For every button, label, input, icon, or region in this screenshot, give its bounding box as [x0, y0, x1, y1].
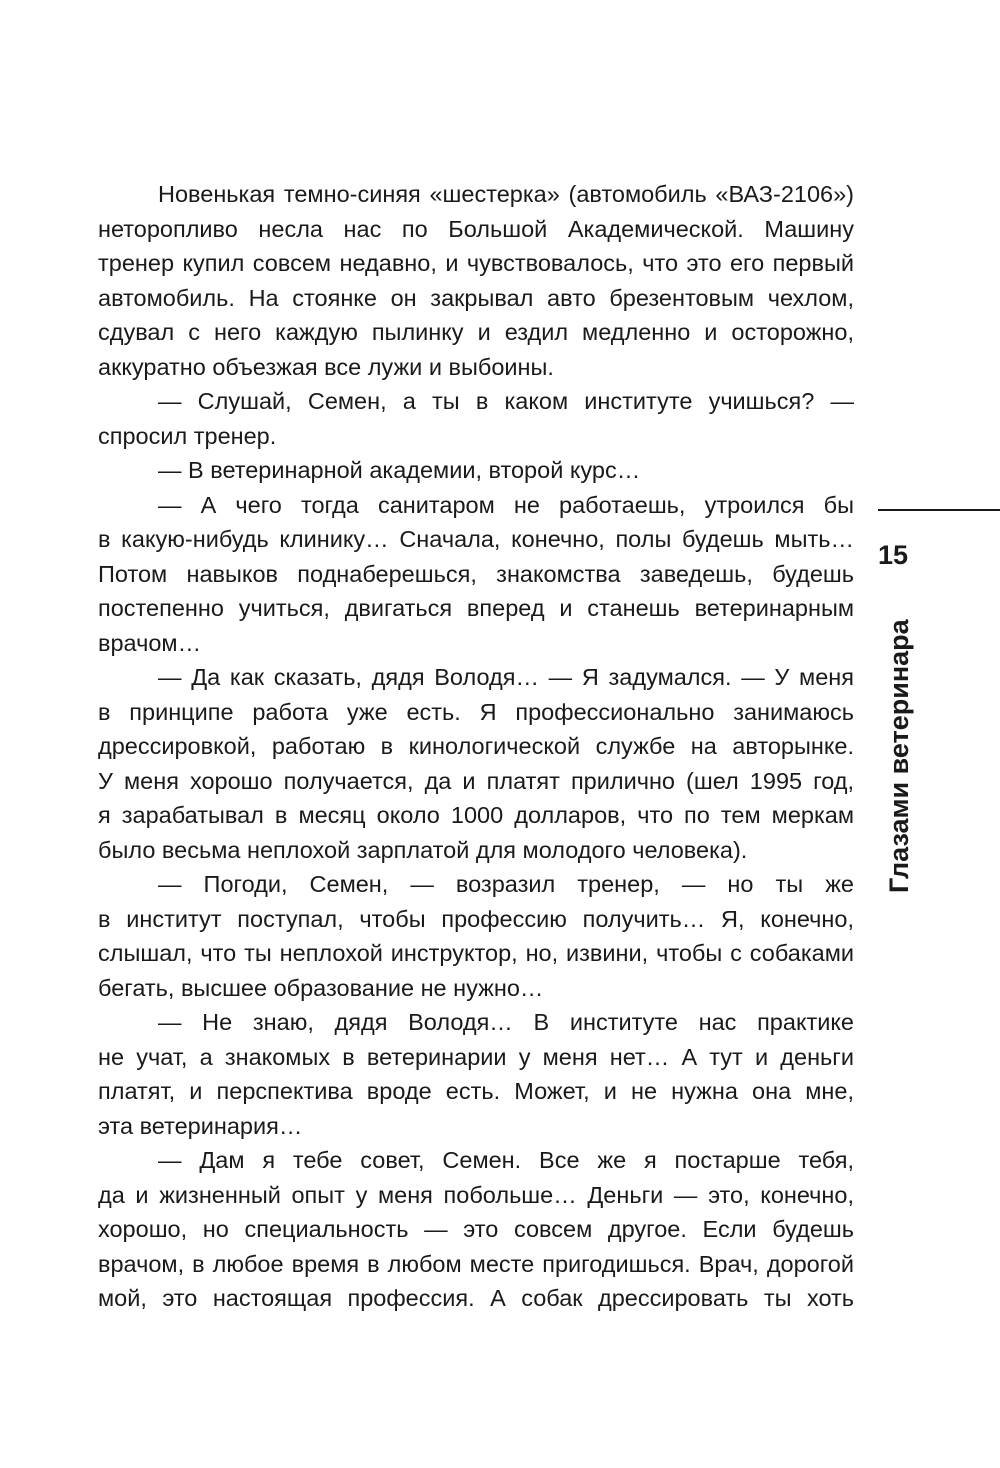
text-line: я зарабатывал в месяц около 1000 долларов, что по тем меркам [98, 802, 854, 828]
text-line: Потом навыков поднаберешься, знакомства заведешь, будешь [98, 560, 854, 587]
text-line: спросил тренер. [98, 422, 277, 449]
text-line: в какую-нибудь клинику… Сначала, конечно, полы будешь мыть… [98, 526, 854, 552]
running-title: Глазами ветеринара [884, 619, 914, 893]
text-line: бегать, высшее образование не нужно… [98, 974, 544, 1001]
text-line: тренер купил совсем недавно, и чувствовалось, что это его первый [98, 250, 854, 276]
text-line: Новенькая темно-синяя «шестерка» (автомобиль «ВАЗ-2106») [158, 181, 854, 207]
text-line: — В ветеринарной академии, второй курс… [158, 457, 641, 483]
text-line: У меня хорошо получается, да и платят прилично (шел 1995 год, [98, 767, 854, 794]
text-line: автомобиль. На стоянке он закрывал авто брезентовым чехлом, [98, 284, 854, 311]
text-line: аккуратно объезжая все лужи и выбоины. [98, 353, 554, 380]
text-line: слышал, что ты неплохой инструктор, но, извини, чтобы с собаками [98, 940, 854, 966]
text-line: было весьма неплохой зарплатой для молодого человека). [98, 836, 748, 863]
text-line: да и жизненный опыт у меня побольше… Деньги — это, конечно, [98, 1181, 854, 1208]
text-line: хорошо, но специальность — это совсем другое. Если будешь [98, 1216, 854, 1242]
text-line: в принципе работа уже есть. Я профессионально занимаюсь [98, 698, 854, 725]
text-line: врачом, в любое время в любом месте пригодишься. Врач, дорогой [98, 1250, 854, 1277]
text-line: — Погоди, Семен, — возразил тренер, — но ты же [158, 871, 854, 897]
text-line: — Не знаю, дядя Володя… В институте нас практике [158, 1009, 854, 1035]
text-line: — Дам я тебе совет, Семен. Все же я постарше тебя, [158, 1147, 854, 1173]
text-line: — Слушай, Семен, а ты в каком институте учишься? — [158, 388, 854, 414]
text-line: не учат, а знакомых в ветеринарии у меня нет… А тут и деньги [98, 1043, 854, 1070]
body-text [98, 177, 854, 1316]
page-number: 15 [878, 540, 909, 570]
text-line: сдувал с него каждую пылинку и ездил медленно и осторожно, [98, 319, 854, 345]
text-line: — А чего тогда санитаром не работаешь, утроился бы [158, 491, 854, 518]
header-rule [878, 509, 1000, 511]
text-line: — Да как сказать, дядя Володя… — Я задумался. — У меня [158, 664, 854, 690]
text-line: неторопливо несла нас по Большой Академической. Машину [98, 215, 854, 242]
text-line: мой, это настоящая профессия. А собак дрессировать ты хоть [98, 1285, 854, 1311]
text-line: врачом… [98, 629, 202, 656]
text-line: эта ветеринария… [98, 1112, 303, 1139]
text-line: платят, и перспектива вроде есть. Может, и не нужна она мне, [98, 1078, 854, 1104]
text-line: дрессировкой, работаю в кинологической службе на авторынке. [98, 733, 854, 759]
text-line: постепенно учиться, двигаться вперед и станешь ветеринарным [98, 595, 854, 621]
text-line: в институт поступал, чтобы профессию получить… Я, конечно, [98, 905, 854, 932]
